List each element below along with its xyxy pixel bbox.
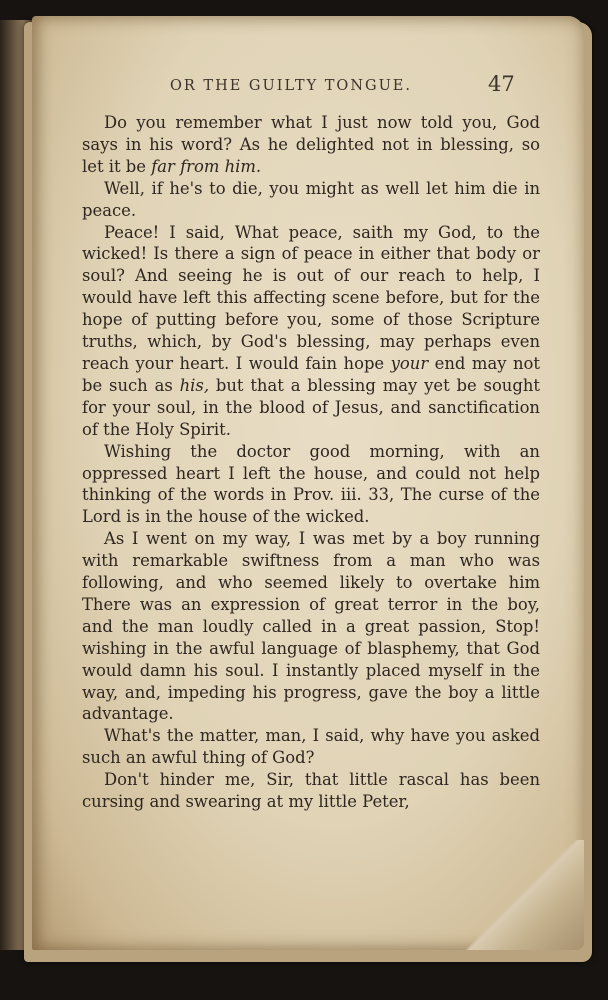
text-run: Wishing the doctor good morning, with an oppressed heart I left the house, and could not help thinking of the words in Prov. iii. 33, The curse of the Lord is in the house of the wicked.	[82, 441, 540, 527]
text-run: Peace! I said, What peace, saith my God, to the wicked! Is there a sign of peace in either that body or soul? And seeing he is out of our reach to help, I would have left this affecting scene before, but for the hope of putting before you, some of those Scripture truths, which, by God's blessing, may perhaps even reach your heart. I would fain hope	[82, 222, 540, 373]
paragraph	[82, 178, 540, 222]
italic-run: his,	[179, 375, 210, 395]
text-run: end may not be such as	[82, 353, 541, 395]
paragraph	[82, 441, 540, 529]
text-run: What's the matter, man, I said, why have you asked such an awful thing of God?	[82, 726, 540, 768]
text-run: but that a blessing may yet be sought for your soul, in the blood of Jesus, and sanctification of the Holy Spirit.	[82, 375, 540, 439]
paragraph	[82, 112, 540, 178]
paragraph	[82, 528, 540, 725]
text-run: As I went on my way, I was met by a boy running with remarkable swiftness from a man who was following, and who seemed likely to overtake him There was an expression of great terror in the boy, and the man loudly called in a great passion, Stop! wishing in the awful language of blasphemy, that God would damn his soul. I instantly placed myself in the way, and, impeding his progress, gave the boy a little advantage.	[82, 529, 540, 724]
book-page	[32, 16, 584, 950]
italic-run: your	[390, 353, 429, 373]
running-head: OR THE GUILTY TONGUE.	[170, 78, 412, 94]
text-run: Don't hinder me, Sir, that little rascal has been cursing and swearing at my little Peter,	[82, 770, 540, 812]
paragraph	[82, 222, 540, 441]
page-header	[32, 72, 584, 102]
text-run: Well, if he's to die, you might as well let him die in peace.	[82, 178, 540, 220]
page-number: 47	[488, 72, 515, 96]
text-run: Do you remember what I just now told you, God says in his word? As he delighted not in blessing, so let it be	[82, 113, 540, 176]
paragraph	[82, 769, 540, 813]
paragraph	[82, 725, 540, 769]
body-text	[82, 112, 540, 813]
italic-run: far from him.	[151, 156, 262, 176]
